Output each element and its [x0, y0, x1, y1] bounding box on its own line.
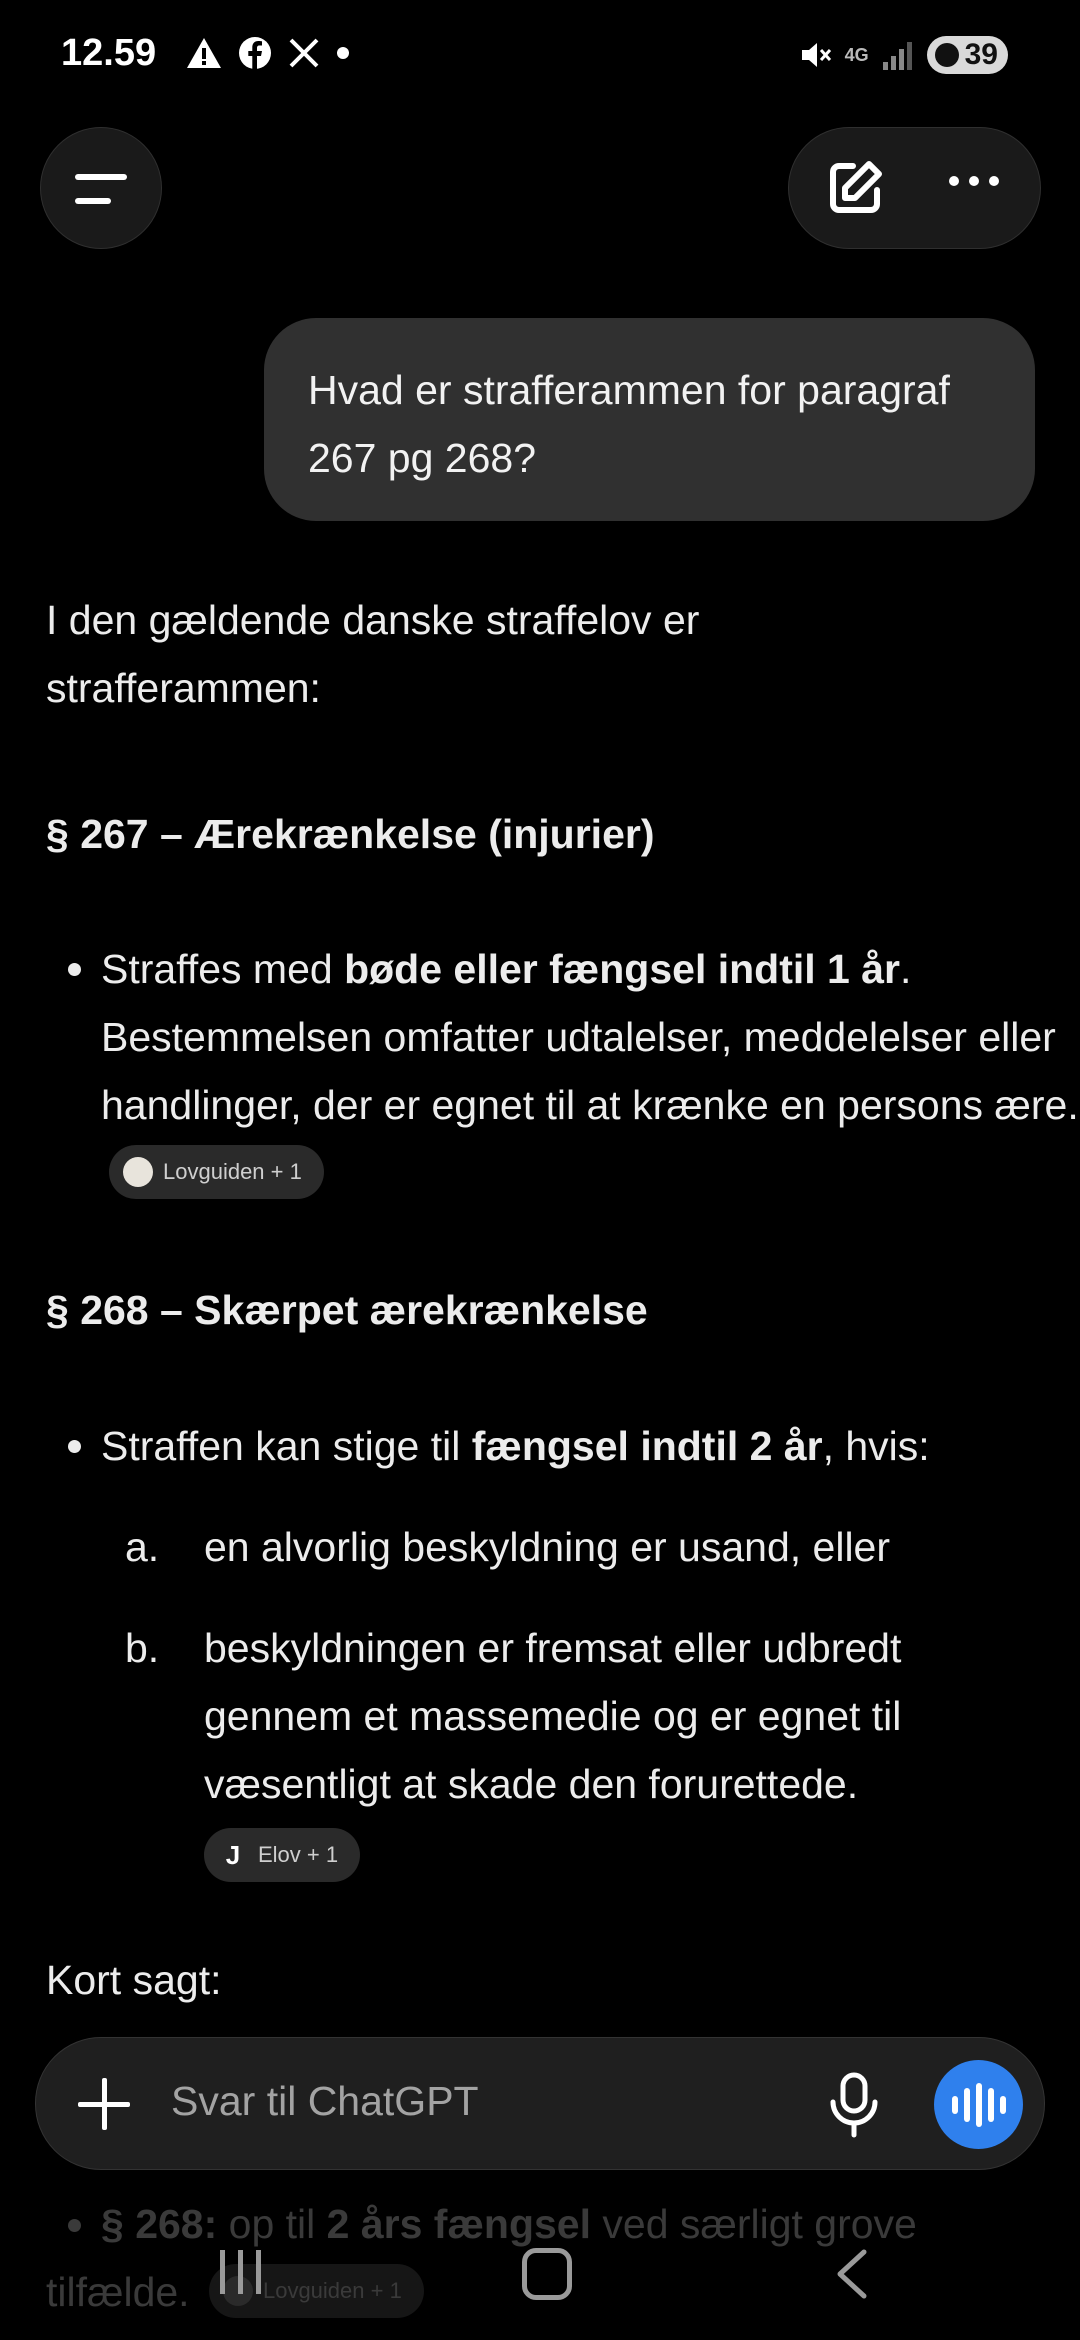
- warning-icon: [186, 37, 222, 69]
- notification-icons: [186, 36, 350, 70]
- more-options-icon[interactable]: [949, 176, 999, 186]
- dot-icon: [336, 46, 350, 60]
- top-actions: [788, 127, 1041, 249]
- battery-indicator: [927, 36, 1008, 74]
- source-chip-lovguiden[interactable]: Lovguiden + 1: [109, 1145, 324, 1199]
- facebook-icon: [238, 36, 272, 70]
- elov-icon: J: [225, 1840, 241, 1871]
- summary-text: Kort sagt:: [46, 1957, 222, 2003]
- network-type: 4G: [844, 44, 869, 65]
- source-chip-elov[interactable]: J Elov + 1: [204, 1828, 360, 1882]
- recent-apps-icon[interactable]: [220, 2250, 261, 2294]
- microphone-icon[interactable]: [826, 2072, 882, 2138]
- composer: [35, 2037, 1045, 2170]
- battery-level: 39: [964, 38, 998, 71]
- faded-source-chip[interactable]: Lovguiden + 1: [209, 2264, 424, 2318]
- home-icon[interactable]: [522, 2248, 572, 2300]
- system-status: [799, 36, 1008, 74]
- mute-icon: [799, 38, 833, 72]
- status-time: 12.59: [61, 32, 157, 74]
- voice-mode-button[interactable]: [934, 2060, 1023, 2149]
- lovguiden-icon: [123, 1157, 153, 1187]
- battery-saver-icon: [935, 43, 959, 67]
- s267-heading: § 267 – Ærekrænkelse (injurier): [46, 811, 655, 857]
- plus-icon[interactable]: [76, 2076, 132, 2132]
- s268-heading: § 268 – Skærpet ærekrænkelse: [46, 1287, 648, 1333]
- user-message: Hvad er strafferammen for paragraf 267 pg 268?: [264, 318, 1035, 521]
- new-chat-icon[interactable]: [823, 156, 887, 220]
- navigation-bar: [0, 2230, 1080, 2340]
- menu-button[interactable]: [40, 127, 162, 249]
- faded-summary-bullet: § 268: op til 2 års fængsel ved særligt grove tilfælde. Lovguiden + 1: [46, 2190, 1046, 2326]
- message-input[interactable]: Svar til ChatGPT: [171, 2078, 479, 2124]
- status-bar: [0, 0, 1080, 120]
- back-icon[interactable]: [832, 2248, 872, 2300]
- x-icon: [288, 37, 320, 69]
- signal-icon: [881, 38, 915, 72]
- intro-text: I den gældende danske straffelov er strafferammen:: [46, 597, 700, 711]
